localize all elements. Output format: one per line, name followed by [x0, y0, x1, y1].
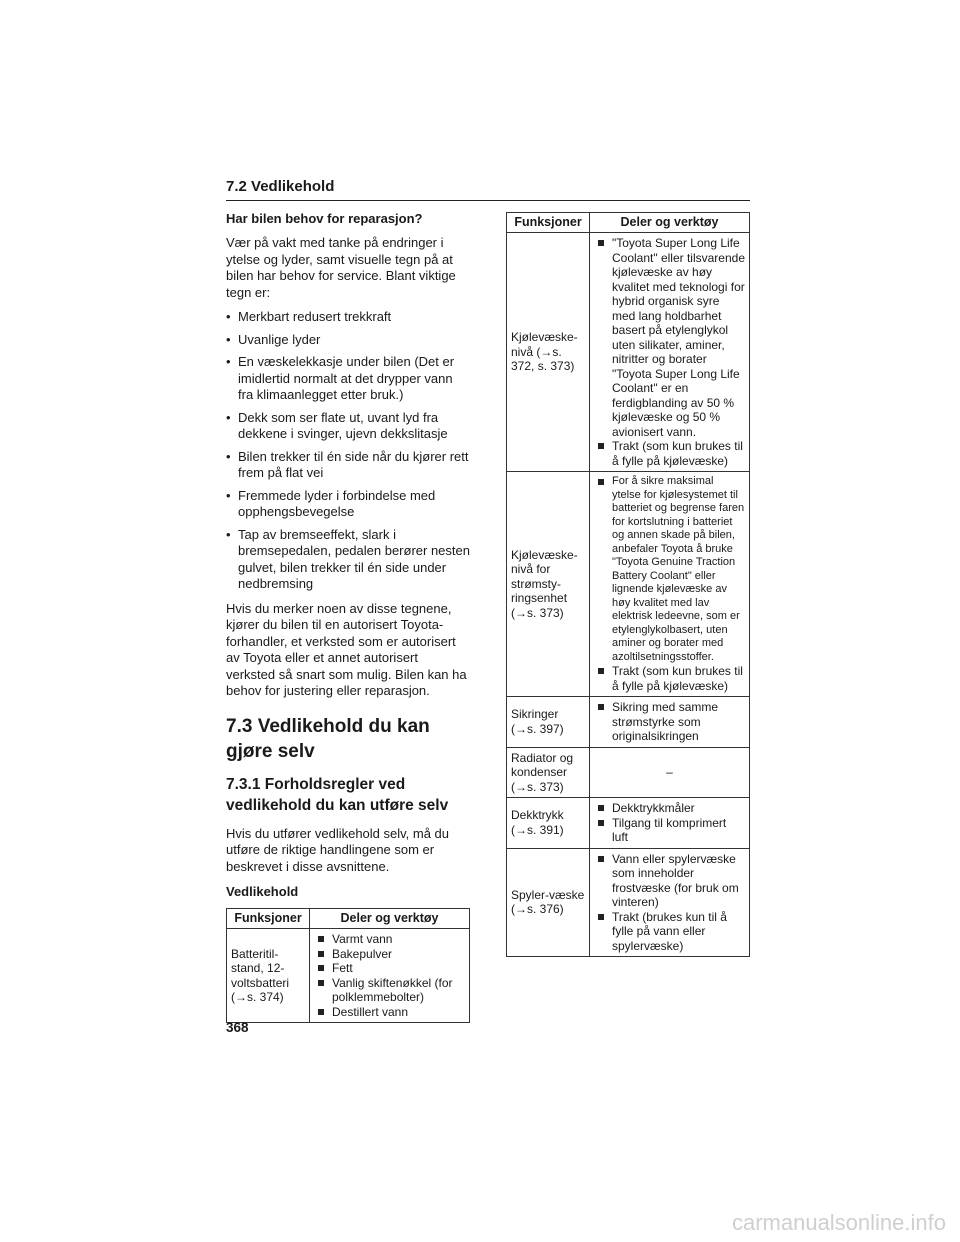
- square-bullet-icon: [598, 820, 604, 826]
- repair-closing: Hvis du merker noen av disse tegnene, kjører du bilen til en autorisert Toyota-forhandler, et verksted som er autorisert av Toyota eller et annet autorisert verksted så snart som mulig. Bilen kan ha behov for justering eller reparasjon.: [226, 600, 467, 698]
- parts-cell: [590, 472, 750, 697]
- table-row: [507, 848, 750, 957]
- square-bullet-icon: [598, 805, 604, 811]
- list-item: Varmt vann: [314, 932, 465, 947]
- section-heading-7-3: 7.3 Vedlikehold du kan gjøre selv: [226, 715, 430, 762]
- function-cell: Kjølevæske-nivå for strømsty-ringsenhet (→s. 373): [507, 472, 590, 697]
- repair-intro: Vær på vakt med tanke på endringer i ytelse og lyder, samt visuelle tegn på at bilen har behov for service. Blant viktige tegn er:: [226, 235, 456, 300]
- parts-cell: [590, 798, 750, 849]
- table-row: [507, 233, 750, 472]
- column-header-functions: Funksjoner: [507, 213, 590, 233]
- list-item: Sikring med samme strømstyrke som originalsikringen: [594, 700, 745, 744]
- maintenance-table-title: Vedlikehold: [226, 884, 299, 899]
- warning-sign-list: [226, 309, 470, 593]
- list-item: • Dekk som ser flate ut, uvant lyd fra dekkene i svinger, ujevn dekkslitasje: [226, 409, 448, 441]
- left-column: [226, 210, 470, 1023]
- list-item: • Merkbart redusert trekkraft: [226, 309, 392, 324]
- page-number: 368: [226, 1020, 249, 1035]
- square-bullet-icon: [598, 704, 604, 710]
- column-header-functions: Funksjoner: [227, 909, 310, 929]
- parts-cell: –: [590, 747, 750, 798]
- list-item: Vanlig skiftenøkkel (for polklemmebolter): [314, 976, 465, 1005]
- list-item: Fett: [314, 961, 465, 976]
- square-bullet-icon: [598, 240, 604, 246]
- square-bullet-icon: [598, 914, 604, 920]
- list-item: • Bilen trekker til én side når du kjører rett frem på flat vei: [226, 448, 469, 480]
- column-header-parts: Deler og verktøy: [590, 213, 750, 233]
- table-header-row: [507, 213, 750, 233]
- function-cell: Batteritil-stand, 12-voltsbatteri (→s. 374): [227, 929, 310, 1023]
- square-bullet-icon: [598, 856, 604, 862]
- table-row: [227, 929, 470, 1023]
- list-item: Destillert vann: [314, 1005, 465, 1020]
- table-row: [507, 747, 750, 798]
- bullet: •: [226, 409, 231, 425]
- list-item: • Fremmede lyder i forbindelse med opphengsbevegelse: [226, 487, 436, 519]
- list-item: Dekktrykkmåler: [594, 801, 745, 816]
- parts-cell: [590, 848, 750, 957]
- parts-cell: [590, 233, 750, 472]
- right-column: [506, 212, 750, 957]
- list-item: • En væskelekkasje under bilen (Det er imidlertid normalt at det drypper vann fra klimaanlegget etter bruk.): [226, 354, 455, 402]
- function-cell: Kjølevæske-nivå (→s. 372, s. 373): [507, 233, 590, 472]
- list-item: Bakepulver: [314, 947, 465, 962]
- bullet: •: [226, 487, 231, 503]
- square-bullet-icon: [318, 951, 324, 957]
- watermark: carmanualsonline.info: [731, 1210, 946, 1235]
- square-bullet-icon: [318, 936, 324, 942]
- list-item: Trakt (som kun brukes til å fylle på kjølevæske): [594, 664, 745, 693]
- section-7-3-1-text: Hvis du utfører vedlikehold selv, må du utføre de riktige handlingene som er beskrevet i disse avsnittene.: [226, 825, 450, 874]
- square-bullet-icon: [318, 1009, 324, 1015]
- square-bullet-icon: [598, 668, 604, 674]
- parts-cell: [310, 929, 470, 1023]
- function-cell: Dekktrykk (→s. 391): [507, 798, 590, 849]
- list-item: Tilgang til komprimert luft: [594, 816, 745, 845]
- square-bullet-icon: [598, 443, 604, 449]
- chapter-header: [226, 178, 750, 201]
- square-bullet-icon: [318, 965, 324, 971]
- table-row: [507, 798, 750, 849]
- bullet: •: [226, 354, 231, 369]
- table-header-row: [227, 909, 470, 929]
- square-bullet-icon: [598, 479, 604, 485]
- function-cell: Spyler-væske (→s. 376): [507, 848, 590, 957]
- list-item: Vann eller spylervæske som inneholder frostvæske (for bruk om vinteren): [594, 852, 745, 910]
- table-row: [507, 472, 750, 697]
- list-item: "Toyota Super Long Life Coolant" eller tilsvarende kjølevæske av høy kvalitet med teknologi for hybrid organisk syre med lang holdbarhet basert på etylenglykol uten silikater, aminer, nitritter og borater "Toyota Super Long Life Coolant" er en ferdigblanding av 50 % kjølevæske og 50 % avionisert vann.: [594, 236, 745, 439]
- maintenance-table: [226, 908, 470, 1023]
- list-item: For å sikre maksimal ytelse for kjølesystemet til batteriet og begrense faren for kortslutning i batteriet og annen skade på bilen, anbefaler Toyota å bruke "Toyota Genuine Traction Battery Coolant" eller lignende kjølevæske av høy kvalitet med lav elektrisk ledeevne, som er etylenglykolbasert, uten aminer og borater med azoltilsetningsstoffer.: [594, 475, 745, 664]
- section-heading-7-3-1: 7.3.1 Forholdsregler ved vedlikehold du kan utføre selv: [226, 775, 449, 814]
- repair-heading: Har bilen behov for reparasjon?: [226, 211, 423, 226]
- function-cell: Sikringer (→s. 397): [507, 697, 590, 748]
- list-item: Trakt (som kun brukes til å fylle på kjølevæske): [594, 439, 745, 468]
- bullet: •: [226, 526, 231, 542]
- square-bullet-icon: [318, 980, 324, 986]
- column-header-parts: Deler og verktøy: [310, 909, 470, 929]
- maintenance-table-continued: [506, 212, 750, 957]
- list-item: Trakt (brukes kun til å fylle på vann eller spylervæske): [594, 910, 745, 954]
- bullet: •: [226, 331, 231, 347]
- table-row: [507, 697, 750, 748]
- bullet: •: [226, 448, 231, 464]
- function-cell: Radiator og kondenser (→s. 373): [507, 747, 590, 798]
- parts-cell: [590, 697, 750, 748]
- list-item: • Tap av bremseeffekt, slark i bremsepedalen, pedalen berører nesten gulvet, bilen trekker til én side under nedbremsing: [226, 526, 470, 591]
- chapter-title: 7.2 Vedlikehold: [226, 178, 335, 195]
- list-item: • Uvanlige lyder: [226, 331, 321, 347]
- bullet: •: [226, 309, 231, 324]
